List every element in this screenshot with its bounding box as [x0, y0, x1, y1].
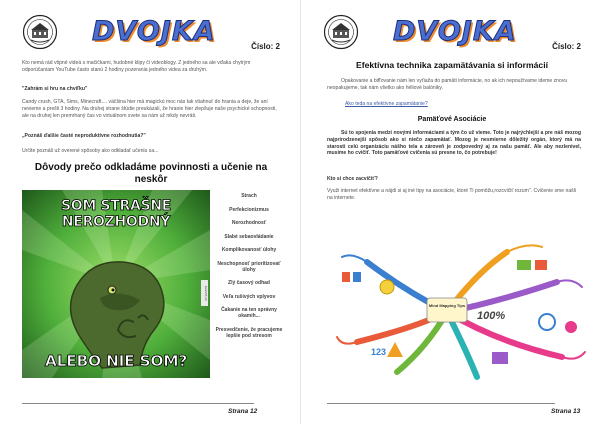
mind-map-image — [327, 232, 589, 380]
meme-badge: ELEVIS 33 — [201, 280, 208, 306]
masthead — [22, 14, 280, 58]
reason-item: Nerozhodnosť — [231, 220, 267, 226]
page-number: Strana 13 — [551, 408, 581, 415]
issue-number: Číslo: 2 — [552, 42, 581, 51]
reason-item: Zlý časový odhad — [228, 280, 270, 287]
memory-link[interactable]: Ako teda na efektívne zapamätanie? — [345, 101, 428, 107]
mind-map-number: 123 — [371, 347, 387, 357]
question-games: "Zahrám si hru na chvíľku" — [22, 86, 88, 92]
footer-rule — [22, 403, 254, 404]
mind-map-percent: 100% — [477, 310, 506, 322]
exercise-paragraph: Využi internet efektívne a nájdi si aj iné tipy na asociácie, ktoré Ti pomôžu,rozcvičiť rozum". Cvičenie sme našli na internete. — [327, 188, 576, 201]
reason-item: Čakanie na ten správny okamih... — [221, 307, 277, 320]
reason-item: Slabé sebaovládanie — [224, 233, 274, 240]
masthead — [323, 14, 581, 58]
page-right — [300, 0, 600, 424]
reasons-heading: Dôvody prečo odkladáme povinnosti a učenie na neskôr — [34, 162, 268, 185]
masthead-title: DVOJKA — [393, 16, 517, 47]
reason-item: Presvedčenie, že pracujeme lepšie pod stresom — [215, 326, 283, 340]
reason-item: Strach — [241, 193, 257, 199]
school-logo-icon — [22, 14, 58, 50]
games-paragraph: Candy crush, GTA, Sims, Minecraft.... väčšina hier má magickú moc nás tak vtiahnuť do hrania a deje, že ani nevieme a prešli 3 hodiny. Na druhej strane štúdie preukázali, že hranie hier zlepšuje naše psychické schopnosti, ale na druhej len premrhaný čas vo virtuálnom svete sa nám už nikdy nevráti. — [22, 99, 277, 119]
reason-item: Veľa rušivých vplyvov — [222, 293, 276, 300]
associations-paragraph: Sú to spojenia medzi novými informáciami a tým čo už vieme. Toto je najrýchlejší a pre náš mozog najprirodzenejší spôsob ako si niečo zapamätať. Mozog je nesmierne dôležitý orgán, ktorý má na starosti celú organizáciu nášho tela a zároveň je zodpovedný aj za našu pamäť. Ale aby nezlenivel, musíme ho cvičiť. Toto pamäťové cvičenia sú presne to, čo potrebuje! — [327, 130, 581, 157]
meme-image — [22, 190, 210, 378]
issue-number: Číslo: 2 — [251, 42, 280, 51]
reason-item: Perfekcionizmus — [229, 206, 269, 213]
associations-subheading: Pamäťové Asociácie — [417, 116, 487, 123]
mind-map-center: Mind Mapping Tips — [428, 303, 466, 308]
reason-item: Neschopnosť prioritizovať úlohy — [217, 260, 281, 273]
question-decisions: „Poznáš ďalšie časté neproduktívne rozhodnutia?" — [22, 133, 146, 139]
meme-top-text: SOM STRAŠNE NEROZHODNÝ — [60, 198, 172, 230]
masthead-title: DVOJKA — [92, 16, 216, 47]
reasons-list — [214, 193, 284, 347]
footer-rule — [327, 403, 555, 404]
reason-item: Komplikovanosť úlohy — [221, 247, 277, 253]
intro-paragraph: Kto nemá rád vtipné videá s mačičkami, hudobné klipy či videoblogy. Z jedného sa ale vďaka chytrým odporúčaniam YouTube často stanú 2 hodiny pozerania jedného videa za druhým. — [22, 60, 251, 73]
school-logo-icon — [323, 14, 359, 50]
exercise-question: Kto si chce zacvičiť? — [327, 176, 378, 182]
memory-heading: Efektívna technika zapamätávania si informácií — [355, 60, 548, 70]
repetition-paragraph: Opakovanie a bifľovanie nám len vyťiaža do pamäti informácie, no ak ich nepoužívame ideme znovu neopakujeme, tak nám všetko ako héliové balóniky. — [327, 78, 568, 91]
page-number: Strana 12 — [228, 408, 258, 415]
meme-bottom-text: ALEBO NIE SOM? — [44, 352, 188, 370]
methods-paragraph: Určite poznáš už overené spôsoby ako odkladať učeniu sa... — [22, 148, 159, 154]
